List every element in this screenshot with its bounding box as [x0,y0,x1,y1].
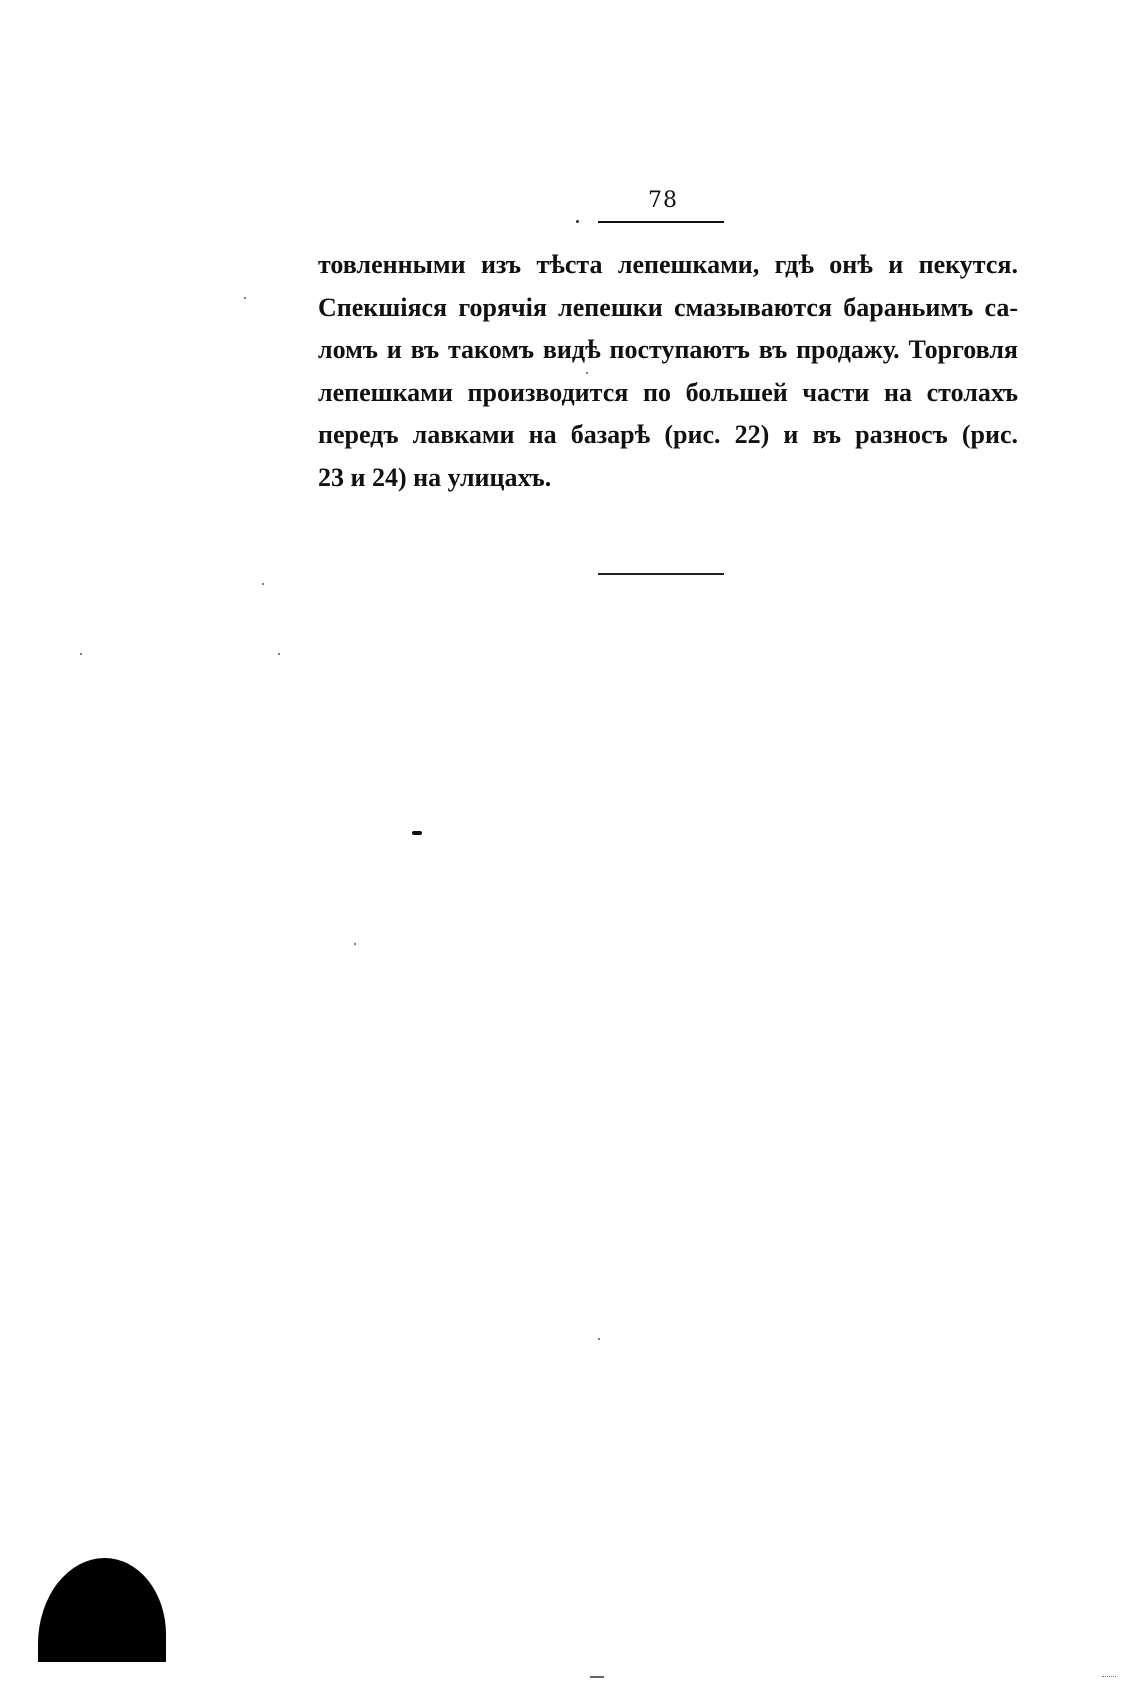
page-number: 78 [648,188,678,213]
paragraph-line: 23 и 24) на улицахъ. [318,462,552,492]
paragraph-line: лепешками производится по большей части на столахъ [318,377,1018,407]
paragraph-line: передъ лавками на базарѣ (рис. 22) и въ разносъ (рис. [318,420,1018,449]
header-dot [576,220,579,223]
scan-speck [354,943,356,945]
section-end-rule [598,573,724,575]
ink-blot [38,1558,166,1662]
ink-mark [412,831,422,835]
scan-speck [244,297,246,299]
scan-speck [586,372,588,374]
scan-speck [262,583,264,585]
paragraph-line: Спекшіяся горячія лепешки смазываются бараньимъ са- [318,292,1018,322]
scan-speck [278,653,280,655]
body-paragraph [318,244,1018,499]
bottom-dash [590,1676,604,1678]
scan-speck [80,653,82,655]
paragraph-line: товленными изъ тѣста лепешками, гдѣ онѣ и пекутся. [318,250,1018,279]
header-rule [598,221,724,223]
corner-marks [1102,1676,1116,1683]
scan-speck [598,1338,600,1340]
paragraph-line: ломъ и въ такомъ видѣ поступаютъ въ продажу. Торговля [318,335,1018,364]
